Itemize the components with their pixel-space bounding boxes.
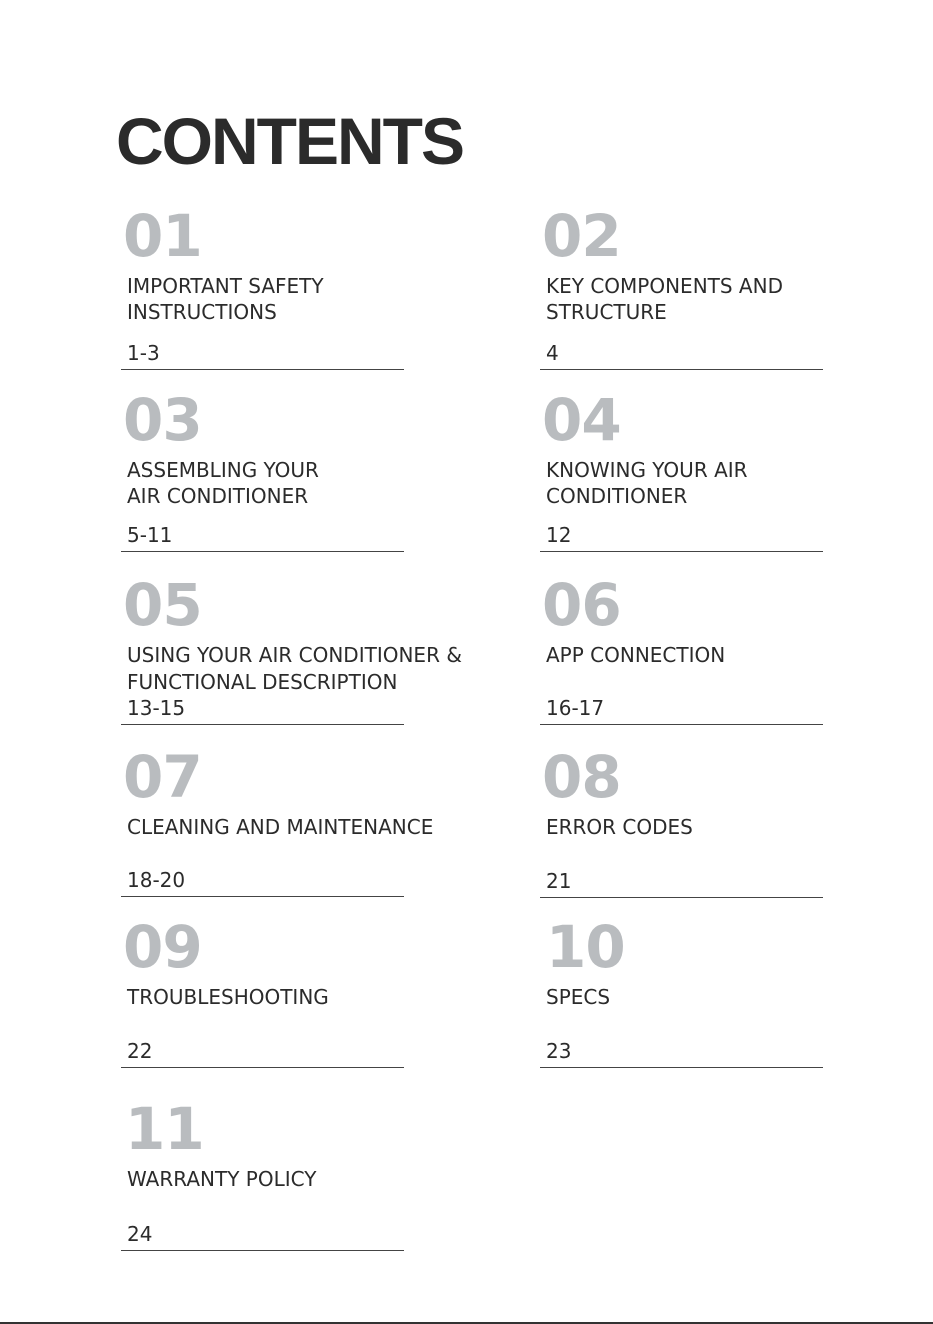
page-title: CONTENTS: [116, 104, 463, 178]
section-heading: [546, 642, 906, 668]
section-heading-line: CLEANING AND MAINTENANCE: [127, 815, 434, 839]
section-number: 08: [542, 743, 621, 811]
section-heading-line: ASSEMBLING YOUR: [127, 458, 319, 482]
section-heading-line: KEY COMPONENTS AND: [546, 274, 783, 298]
section-heading-line: ERROR CODES: [546, 815, 693, 839]
section-pages: 21: [546, 869, 572, 893]
section-number: 10: [546, 913, 625, 981]
section-pages: 4: [546, 341, 559, 365]
section-number: 03: [123, 386, 202, 454]
section-pages: 13-15: [127, 696, 186, 720]
section-number: 09: [123, 913, 202, 981]
toc-entry-07[interactable]: [121, 743, 434, 897]
section-number: 02: [542, 202, 621, 270]
section-heading: [127, 1166, 487, 1192]
section-heading-line: APP CONNECTION: [546, 643, 726, 667]
toc-entry-05[interactable]: [121, 571, 462, 725]
section-pages: 24: [127, 1222, 153, 1246]
section-heading: [127, 984, 487, 1010]
toc-entry-08[interactable]: [540, 743, 823, 898]
section-heading-line: INSTRUCTIONS: [127, 300, 277, 324]
section-heading-line: CONDITIONER: [546, 484, 688, 508]
section-heading: [546, 984, 906, 1010]
section-pages: 5-11: [127, 523, 173, 547]
section-pages: 16-17: [546, 696, 605, 720]
section-number: 06: [542, 571, 621, 639]
section-number: 01: [123, 202, 202, 270]
section-heading-line: USING YOUR AIR CONDITIONER &: [127, 643, 462, 667]
section-pages: 1-3: [127, 341, 160, 365]
toc-entry-01[interactable]: [121, 202, 404, 370]
section-heading-line: IMPORTANT SAFETY: [127, 274, 324, 298]
section-heading: [546, 457, 906, 509]
toc-entry-11[interactable]: [121, 1095, 404, 1251]
section-heading-line: WARRANTY POLICY: [127, 1167, 317, 1191]
section-heading: [546, 814, 906, 840]
toc-entry-06[interactable]: [540, 571, 823, 725]
section-heading: [127, 273, 487, 325]
section-number: 11: [125, 1095, 204, 1163]
toc-entry-10[interactable]: [540, 913, 823, 1068]
section-heading-line: STRUCTURE: [546, 300, 667, 324]
section-heading-line: SPECS: [546, 985, 611, 1009]
section-pages: 23: [546, 1039, 572, 1063]
section-number: 07: [123, 743, 202, 811]
section-heading: [127, 457, 487, 509]
section-number: 04: [542, 386, 621, 454]
toc-entry-03[interactable]: [121, 386, 404, 552]
section-number: 05: [123, 571, 202, 639]
section-heading: [127, 642, 487, 696]
toc-entry-09[interactable]: [121, 913, 404, 1068]
section-heading: [546, 273, 906, 325]
toc-entry-04[interactable]: [540, 386, 823, 552]
section-heading-line: AIR CONDITIONER: [127, 484, 309, 508]
section-heading-line: KNOWING YOUR AIR: [546, 458, 748, 482]
section-pages: 18-20: [127, 868, 186, 892]
section-heading: [127, 814, 487, 840]
section-heading-line: TROUBLESHOOTING: [127, 985, 329, 1009]
section-pages: 22: [127, 1039, 153, 1063]
section-pages: 12: [546, 523, 572, 547]
toc-entry-02[interactable]: [540, 202, 823, 370]
section-heading-line: FUNCTIONAL DESCRIPTION: [127, 670, 398, 694]
